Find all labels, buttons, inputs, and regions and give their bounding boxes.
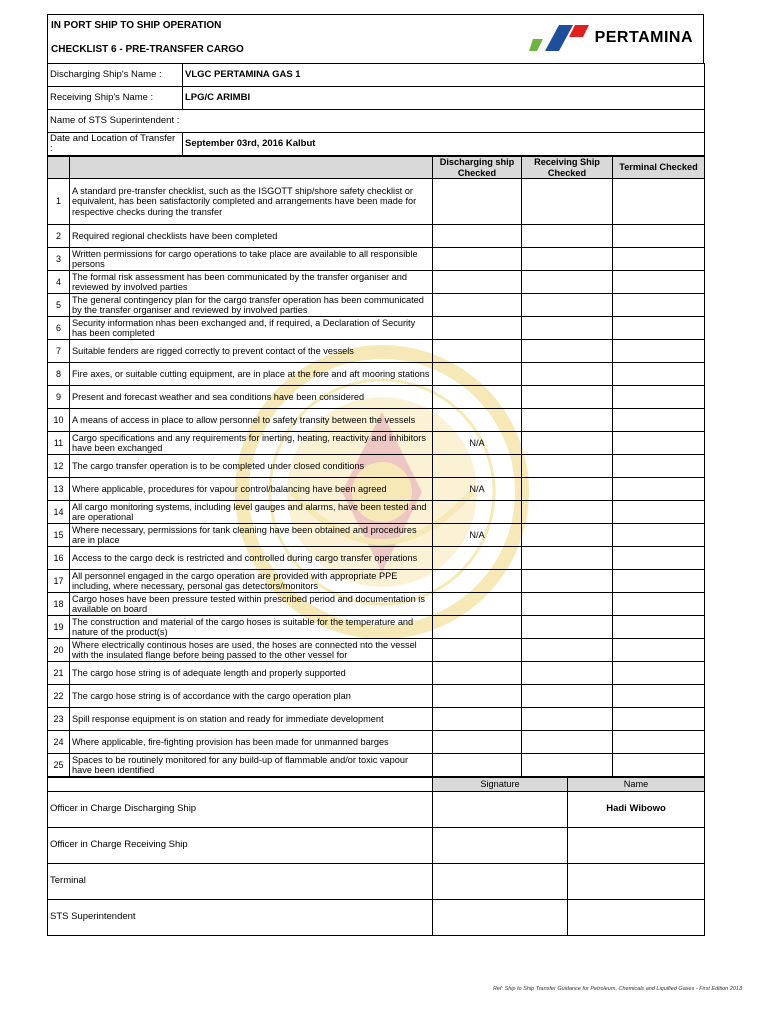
item-number: 12 <box>48 455 70 478</box>
discharging-check-cell[interactable] <box>433 317 522 340</box>
receiving-check-cell[interactable] <box>522 708 613 731</box>
item-text: Present and forecast weather and sea conditions have been considered <box>70 386 433 409</box>
checklist-row <box>48 248 705 271</box>
signature-role: STS Superintendent <box>48 900 433 936</box>
receiving-check-cell[interactable] <box>522 432 613 455</box>
info-label: Receiving Ship's Name : <box>48 87 183 110</box>
item-text: Required regional checklists have been completed <box>70 225 433 248</box>
checklist-row <box>48 708 705 731</box>
checklist-row <box>48 409 705 432</box>
item-number: 17 <box>48 570 70 593</box>
receiving-check-cell[interactable] <box>522 639 613 662</box>
item-number: 6 <box>48 317 70 340</box>
discharging-check-cell[interactable] <box>433 294 522 317</box>
receiving-ship-name: LPG/C ARIMBI <box>183 87 705 110</box>
blank-header <box>48 778 433 792</box>
checklist-row <box>48 524 705 547</box>
reference-footer: Ref: Ship to Ship Transfer Guidance for Petroleum, Chemicals and Liquified Gases - First Edition 2013 <box>492 986 742 992</box>
item-number: 3 <box>48 248 70 271</box>
terminal-check-cell[interactable] <box>613 547 705 570</box>
receiving-check-cell[interactable] <box>522 363 613 386</box>
item-number: 15 <box>48 524 70 547</box>
receiving-check-cell[interactable] <box>522 662 613 685</box>
item-number: 13 <box>48 478 70 501</box>
item-number: 10 <box>48 409 70 432</box>
item-number: 7 <box>48 340 70 363</box>
signature-field[interactable] <box>433 792 568 828</box>
terminal-check-cell[interactable] <box>613 501 705 524</box>
discharging-check-cell[interactable] <box>433 731 522 754</box>
item-number: 19 <box>48 616 70 639</box>
receiving-check-cell[interactable] <box>522 386 613 409</box>
receiving-check-cell[interactable] <box>522 731 613 754</box>
terminal-check-cell[interactable] <box>613 593 705 616</box>
discharging-check-cell[interactable] <box>433 570 522 593</box>
discharging-check-cell[interactable] <box>433 340 522 363</box>
item-text: Where necessary, permissions for tank cleaning have been obtained and procedures are in place <box>70 524 433 547</box>
terminal-check-cell[interactable] <box>613 754 705 777</box>
checklist-row <box>48 271 705 294</box>
signature-field[interactable] <box>433 864 568 900</box>
item-text: The cargo hose string is of adequate length and properly supported <box>70 662 433 685</box>
item-text: Fire axes, or suitable cutting equipment, are in place at the fore and aft mooring stations <box>70 363 433 386</box>
item-text: Suitable fenders are rigged correctly to prevent contact of the vessels <box>70 340 433 363</box>
receiving-check-cell[interactable] <box>522 179 613 225</box>
item-number: 5 <box>48 294 70 317</box>
terminal-check-cell[interactable] <box>613 616 705 639</box>
item-text: The cargo transfer operation is to be completed under closed conditions <box>70 455 433 478</box>
receiving-checked-header: Receiving Ship Checked <box>522 157 613 179</box>
item-text: Where applicable, fire-fighting provision has been made for unmanned barges <box>70 731 433 754</box>
terminal-check-cell[interactable] <box>613 524 705 547</box>
signature-row <box>48 900 705 936</box>
item-number: 21 <box>48 662 70 685</box>
column-header-row <box>48 157 705 179</box>
item-text: Cargo specifications and any requirements for inerting, heating, reactivity and inhibitors have been exchanged <box>70 432 433 455</box>
item-text: Spill response equipment is on station and ready for immediate development <box>70 708 433 731</box>
item-text: All personnel engaged in the cargo operation are provided with appropriate PPE including, where necessary, personal gas detectors/monitors <box>70 570 433 593</box>
terminal-check-cell[interactable] <box>613 639 705 662</box>
item-number: 25 <box>48 754 70 777</box>
document-header <box>47 14 704 63</box>
checklist-row <box>48 662 705 685</box>
checklist-row <box>48 340 705 363</box>
signature-role: Officer in Charge Receiving Ship <box>48 828 433 864</box>
blank-header <box>70 157 433 179</box>
receiving-check-cell[interactable] <box>522 478 613 501</box>
item-number: 24 <box>48 731 70 754</box>
item-number: 18 <box>48 593 70 616</box>
transfer-date-location: September 03rd, 2016 Kalbut <box>183 133 705 156</box>
signature-role: Officer in Charge Discharging Ship <box>48 792 433 828</box>
signatory-name <box>568 828 705 864</box>
checklist-row <box>48 294 705 317</box>
document-title: IN PORT SHIP TO SHIP OPERATION <box>51 20 222 31</box>
discharging-check-cell[interactable] <box>433 248 522 271</box>
discharging-check-cell[interactable] <box>433 409 522 432</box>
receiving-check-cell[interactable] <box>522 248 613 271</box>
checklist-row <box>48 639 705 662</box>
checklist-row <box>48 363 705 386</box>
receiving-check-cell[interactable] <box>522 225 613 248</box>
terminal-check-cell[interactable] <box>613 271 705 294</box>
signature-row <box>48 828 705 864</box>
item-text: All cargo monitoring systems, including level gauges and alarms, have been tested and are operational <box>70 501 433 524</box>
discharging-check-cell[interactable] <box>433 179 522 225</box>
terminal-check-cell[interactable] <box>613 432 705 455</box>
item-text: The general contingency plan for the cargo transfer operation has been communicated by the transfer organiser and reviewed by involved parties <box>70 294 433 317</box>
receiving-check-cell[interactable] <box>522 570 613 593</box>
checklist-row <box>48 455 705 478</box>
terminal-check-cell[interactable] <box>613 455 705 478</box>
signature-role: Terminal <box>48 864 433 900</box>
receiving-check-cell[interactable] <box>522 616 613 639</box>
receiving-check-cell[interactable] <box>522 271 613 294</box>
checklist-row <box>48 225 705 248</box>
discharging-check-cell[interactable]: N/A <box>433 432 522 455</box>
terminal-check-cell[interactable] <box>613 179 705 225</box>
terminal-check-cell[interactable] <box>613 294 705 317</box>
discharging-check-cell[interactable] <box>433 616 522 639</box>
signatory-name <box>568 864 705 900</box>
item-number: 20 <box>48 639 70 662</box>
item-text: Where applicable, procedures for vapour control/balancing have been agreed <box>70 478 433 501</box>
receiving-check-cell[interactable] <box>522 409 613 432</box>
pertamina-logo <box>529 21 693 55</box>
receiving-check-cell[interactable] <box>522 455 613 478</box>
terminal-check-cell[interactable] <box>613 409 705 432</box>
terminal-check-cell[interactable] <box>613 731 705 754</box>
discharging-check-cell[interactable] <box>433 271 522 294</box>
item-text: A standard pre-transfer checklist, such as the ISGOTT ship/shore safety checklist or equivalent, has been satisfactorily completed and arrangements have been made for respective checks during the transfer <box>70 179 433 225</box>
discharging-check-cell[interactable] <box>433 386 522 409</box>
item-number: 9 <box>48 386 70 409</box>
signature-row <box>48 864 705 900</box>
info-row <box>48 87 705 110</box>
receiving-check-cell[interactable] <box>522 754 613 777</box>
signature-table <box>47 777 705 936</box>
transfer-info-table <box>47 63 705 156</box>
terminal-check-cell[interactable] <box>613 662 705 685</box>
terminal-checked-header: Terminal Checked <box>613 157 705 179</box>
checklist-row <box>48 685 705 708</box>
blank-header <box>48 157 70 179</box>
info-row <box>48 64 705 87</box>
logo-text: PERTAMINA <box>594 29 693 46</box>
info-row <box>48 133 705 156</box>
info-label: Date and Location of Transfer : <box>48 133 183 156</box>
discharging-check-cell[interactable] <box>433 685 522 708</box>
discharging-check-cell[interactable]: N/A <box>433 524 522 547</box>
pertamina-logo-icon <box>529 21 591 55</box>
checklist-row <box>48 478 705 501</box>
checklist-row <box>48 501 705 524</box>
discharging-check-cell[interactable] <box>433 754 522 777</box>
item-number: 11 <box>48 432 70 455</box>
item-number: 4 <box>48 271 70 294</box>
terminal-check-cell[interactable] <box>613 363 705 386</box>
checklist-row <box>48 754 705 777</box>
discharging-check-cell[interactable] <box>433 708 522 731</box>
item-number: 8 <box>48 363 70 386</box>
item-number: 2 <box>48 225 70 248</box>
discharging-check-cell[interactable] <box>433 593 522 616</box>
discharging-check-cell[interactable] <box>433 639 522 662</box>
terminal-check-cell[interactable] <box>613 570 705 593</box>
discharging-check-cell[interactable] <box>433 363 522 386</box>
item-number: 23 <box>48 708 70 731</box>
receiving-check-cell[interactable] <box>522 524 613 547</box>
signature-header: Signature <box>433 778 568 792</box>
receiving-check-cell[interactable] <box>522 317 613 340</box>
checklist-row <box>48 317 705 340</box>
discharging-check-cell[interactable] <box>433 455 522 478</box>
terminal-check-cell[interactable] <box>613 317 705 340</box>
discharging-check-cell[interactable] <box>433 662 522 685</box>
item-number: 14 <box>48 501 70 524</box>
terminal-check-cell[interactable] <box>613 386 705 409</box>
terminal-check-cell[interactable] <box>613 685 705 708</box>
info-label: Discharging Ship's Name : <box>48 64 183 87</box>
discharging-checked-header: Discharging ship Checked <box>433 157 522 179</box>
item-text: Cargo hoses have been pressure tested within prescribed period and documentation is available on board <box>70 593 433 616</box>
checklist-table <box>47 156 705 777</box>
terminal-check-cell[interactable] <box>613 340 705 363</box>
info-row <box>48 110 705 133</box>
checklist-row <box>48 731 705 754</box>
discharging-check-cell[interactable] <box>433 225 522 248</box>
discharging-ship-name: VLGC PERTAMINA GAS 1 <box>183 64 705 87</box>
terminal-check-cell[interactable] <box>613 708 705 731</box>
item-text: Written permissions for cargo operations to take place are available to all responsible persons <box>70 248 433 271</box>
checklist-row <box>48 547 705 570</box>
signature-row <box>48 792 705 828</box>
receiving-check-cell[interactable] <box>522 593 613 616</box>
receiving-check-cell[interactable] <box>522 547 613 570</box>
item-number: 1 <box>48 179 70 225</box>
discharging-check-cell[interactable] <box>433 501 522 524</box>
item-text: A means of access in place to allow personnel to safety transity between the vessels <box>70 409 433 432</box>
checklist-title: CHECKLIST 6 - PRE-TRANSFER CARGO <box>51 44 244 55</box>
info-label: Name of STS Superintendent : <box>48 110 705 133</box>
checklist-row <box>48 432 705 455</box>
terminal-check-cell[interactable] <box>613 478 705 501</box>
item-number: 22 <box>48 685 70 708</box>
signatory-name: Hadi Wibowo <box>568 792 705 828</box>
signature-field[interactable] <box>433 828 568 864</box>
signature-header-row <box>48 778 705 792</box>
checklist-page <box>47 14 704 936</box>
discharging-check-cell[interactable] <box>433 547 522 570</box>
name-header: Name <box>568 778 705 792</box>
receiving-check-cell[interactable] <box>522 294 613 317</box>
item-text: The formal risk assessment has been communicated by the transfer organiser and reviewed by involved parties <box>70 271 433 294</box>
terminal-check-cell[interactable] <box>613 225 705 248</box>
receiving-check-cell[interactable] <box>522 501 613 524</box>
item-text: The cargo hose string is of accordance with the cargo operation plan <box>70 685 433 708</box>
item-text: Security information nhas been exchanged and, if required, a Declaration of Security has been completed <box>70 317 433 340</box>
checklist-row <box>48 616 705 639</box>
item-text: The construction and material of the cargo hoses is suitable for the temperature and nature of the product(s) <box>70 616 433 639</box>
receiving-check-cell[interactable] <box>522 685 613 708</box>
item-text: Access to the cargo deck is restricted and controlled during cargo transfer operations <box>70 547 433 570</box>
checklist-row <box>48 179 705 225</box>
checklist-row <box>48 593 705 616</box>
item-text: Spaces to be routinely monitored for any build-up of flammable and/or toxic vapour have been identified <box>70 754 433 777</box>
item-text: Where electrically continous hoses are used, the hoses are connected nto the vessel with the insulated flange before being passed to the other vessel for <box>70 639 433 662</box>
checklist-row <box>48 570 705 593</box>
signature-field[interactable] <box>433 900 568 936</box>
checklist-row <box>48 386 705 409</box>
signatory-name <box>568 900 705 936</box>
discharging-check-cell[interactable]: N/A <box>433 478 522 501</box>
receiving-check-cell[interactable] <box>522 340 613 363</box>
terminal-check-cell[interactable] <box>613 248 705 271</box>
item-number: 16 <box>48 547 70 570</box>
